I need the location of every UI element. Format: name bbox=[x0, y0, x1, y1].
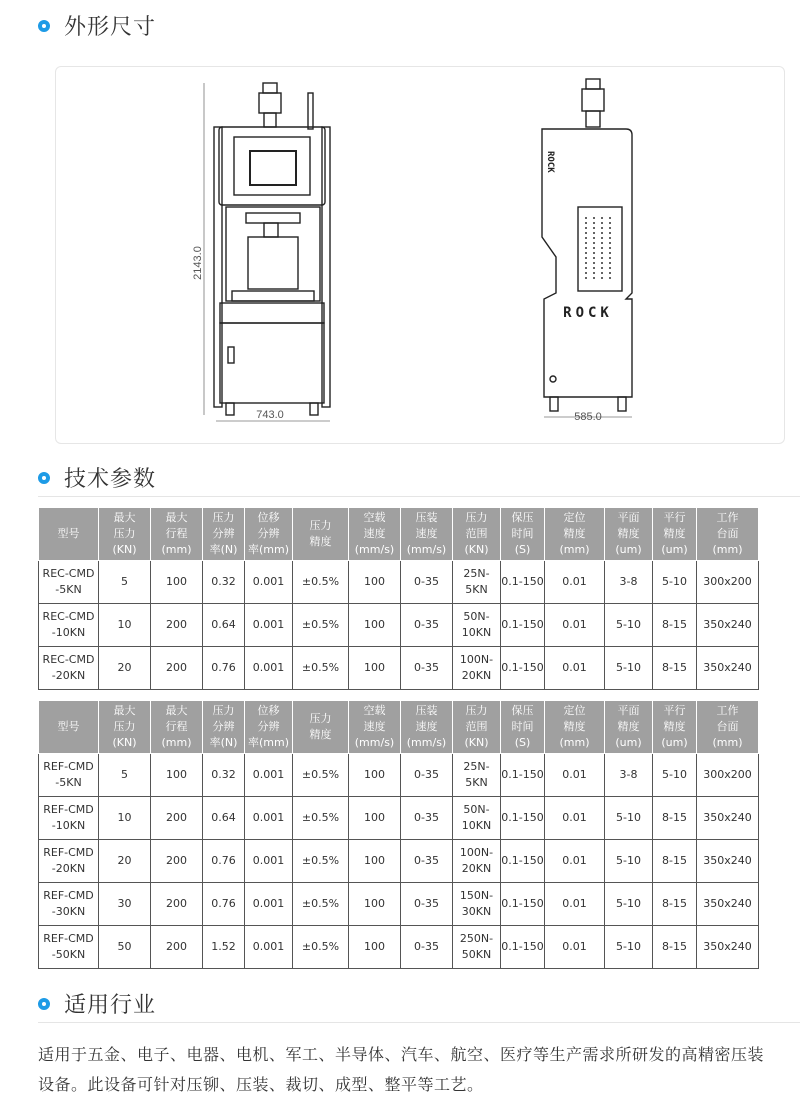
front-tool bbox=[264, 223, 278, 237]
table-cell: 0.1-150 bbox=[501, 754, 545, 797]
table-cell: 200 bbox=[151, 604, 203, 647]
front-guard bbox=[248, 237, 298, 289]
table-cell: 0.1-150 bbox=[501, 883, 545, 926]
table-header-row bbox=[39, 701, 759, 754]
table-row bbox=[39, 926, 759, 969]
table-row bbox=[39, 604, 759, 647]
table-cell: 50 bbox=[99, 926, 151, 969]
front-motor-cap bbox=[263, 83, 277, 93]
column-header: 位移 分辨 率(mm) bbox=[245, 508, 293, 561]
column-header: 平面 精度 (um) bbox=[605, 508, 653, 561]
section-divider bbox=[38, 1022, 800, 1023]
table-cell: 5-10 bbox=[605, 797, 653, 840]
side-motor bbox=[582, 89, 604, 111]
table-cell: 8-15 bbox=[653, 604, 697, 647]
column-header: 平行 精度 (um) bbox=[653, 508, 697, 561]
table-cell: 0.01 bbox=[545, 883, 605, 926]
front-drawer bbox=[220, 303, 324, 323]
table-cell: 5-10 bbox=[653, 754, 697, 797]
table-cell: 350x240 bbox=[697, 647, 759, 690]
table-cell: 50N- 10KN bbox=[453, 797, 501, 840]
column-header: 压力 精度 bbox=[293, 508, 349, 561]
table-cell: 0.001 bbox=[245, 561, 293, 604]
column-header: 最大 压力 (KN) bbox=[99, 508, 151, 561]
table-row bbox=[39, 797, 759, 840]
table-cell: 0.001 bbox=[245, 604, 293, 647]
table-cell: 8-15 bbox=[653, 797, 697, 840]
table-cell: 0.001 bbox=[245, 840, 293, 883]
circle-bullet-icon bbox=[38, 472, 50, 484]
table-cell: 20 bbox=[99, 647, 151, 690]
side-brand-vertical: ROCK bbox=[545, 151, 555, 173]
front-screen bbox=[250, 151, 296, 185]
table-cell: 5-10 bbox=[605, 604, 653, 647]
table-cell: 100 bbox=[349, 604, 401, 647]
table-cell: 200 bbox=[151, 926, 203, 969]
column-header: 压力 范围 (KN) bbox=[453, 701, 501, 754]
table-row bbox=[39, 883, 759, 926]
side-motor-cap bbox=[586, 79, 600, 89]
table-cell: 8-15 bbox=[653, 926, 697, 969]
front-width-label: 743.0 bbox=[256, 409, 284, 421]
table-cell: 100 bbox=[349, 926, 401, 969]
table-cell: 0-35 bbox=[401, 561, 453, 604]
column-header: 型号 bbox=[39, 701, 99, 754]
column-header: 压力 范围 (KN) bbox=[453, 508, 501, 561]
table-cell: 0.01 bbox=[545, 647, 605, 690]
column-header: 压力 分辨 率(N) bbox=[203, 701, 245, 754]
column-header: 空载 速度 (mm/s) bbox=[349, 508, 401, 561]
table-cell: 250N- 50KN bbox=[453, 926, 501, 969]
table-cell: 5-10 bbox=[605, 926, 653, 969]
column-header: 型号 bbox=[39, 508, 99, 561]
column-header: 平面 精度 (um) bbox=[605, 701, 653, 754]
table-cell: 200 bbox=[151, 840, 203, 883]
front-signal-light bbox=[308, 93, 313, 129]
front-head bbox=[219, 127, 325, 205]
spec-table-rec bbox=[38, 507, 759, 690]
height-dimension-label: 2143.0 bbox=[192, 246, 204, 280]
front-ram bbox=[246, 213, 300, 223]
table-header-row bbox=[39, 508, 759, 561]
table-cell: 5 bbox=[99, 561, 151, 604]
table-row bbox=[39, 840, 759, 883]
model-cell: REF-CMD -20KN bbox=[39, 840, 99, 883]
table-cell: 5-10 bbox=[605, 883, 653, 926]
table-cell: 100N- 20KN bbox=[453, 647, 501, 690]
table-row bbox=[39, 647, 759, 690]
table-cell: 0.01 bbox=[545, 840, 605, 883]
front-cabinet-handle bbox=[228, 347, 234, 363]
table-cell: ±0.5% bbox=[293, 797, 349, 840]
table-cell: 100 bbox=[349, 797, 401, 840]
section-dimensions-heading bbox=[38, 10, 156, 41]
table-cell: 350x240 bbox=[697, 797, 759, 840]
table-cell: 0.1-150 bbox=[501, 561, 545, 604]
section-title: 适用行业 bbox=[64, 993, 157, 1018]
table-cell: 0.001 bbox=[245, 647, 293, 690]
table-cell: 0-35 bbox=[401, 926, 453, 969]
front-table bbox=[232, 291, 314, 301]
table-cell: 0.001 bbox=[245, 883, 293, 926]
column-header: 最大 压力 (KN) bbox=[99, 701, 151, 754]
front-head-inner bbox=[234, 137, 310, 195]
table-cell: 5-10 bbox=[605, 840, 653, 883]
table-cell: 50N- 10KN bbox=[453, 604, 501, 647]
side-foot-right bbox=[618, 397, 626, 411]
model-cell: REC-CMD -10KN bbox=[39, 604, 99, 647]
side-width-label: 585.0 bbox=[574, 411, 602, 423]
table-cell: 0-35 bbox=[401, 797, 453, 840]
side-foot-left bbox=[550, 397, 558, 411]
table-cell: 0-35 bbox=[401, 647, 453, 690]
table-cell: 100 bbox=[349, 561, 401, 604]
table-cell: 200 bbox=[151, 883, 203, 926]
column-header: 压力 精度 bbox=[293, 701, 349, 754]
column-header: 压装 速度 (mm/s) bbox=[401, 508, 453, 561]
section-title: 技术参数 bbox=[64, 467, 157, 492]
table-cell: 0.01 bbox=[545, 604, 605, 647]
table-cell: 10 bbox=[99, 797, 151, 840]
machine-drawing bbox=[56, 67, 784, 443]
column-header: 保压 时间 (S) bbox=[501, 701, 545, 754]
table-cell: 1.52 bbox=[203, 926, 245, 969]
table-cell: 0.76 bbox=[203, 883, 245, 926]
dimension-drawing-card bbox=[55, 66, 785, 444]
table-cell: 100 bbox=[349, 883, 401, 926]
table-cell: 0-35 bbox=[401, 840, 453, 883]
table-cell: 0.01 bbox=[545, 926, 605, 969]
table-cell: ±0.5% bbox=[293, 561, 349, 604]
spec-table-ref bbox=[38, 700, 759, 969]
table-cell: 0-35 bbox=[401, 754, 453, 797]
column-header: 工作 台面 (mm) bbox=[697, 701, 759, 754]
table-cell: 350x240 bbox=[697, 840, 759, 883]
table-cell: 0.1-150 bbox=[501, 926, 545, 969]
table-cell: 0.1-150 bbox=[501, 797, 545, 840]
table-cell: 0.1-150 bbox=[501, 647, 545, 690]
table-cell: 3-8 bbox=[605, 754, 653, 797]
table-cell: 350x240 bbox=[697, 926, 759, 969]
table-cell: 0.64 bbox=[203, 604, 245, 647]
table-cell: 25N- 5KN bbox=[453, 754, 501, 797]
table-cell: 0.01 bbox=[545, 797, 605, 840]
table-cell: 0.64 bbox=[203, 797, 245, 840]
column-header: 平行 精度 (um) bbox=[653, 701, 697, 754]
table-cell: 100 bbox=[151, 561, 203, 604]
table-cell: 350x240 bbox=[697, 604, 759, 647]
column-header: 位移 分辨 率(mm) bbox=[245, 701, 293, 754]
table-cell: 150N- 30KN bbox=[453, 883, 501, 926]
table-cell: 300x200 bbox=[697, 754, 759, 797]
table-cell: 100 bbox=[349, 754, 401, 797]
table-cell: ±0.5% bbox=[293, 883, 349, 926]
table-cell: ±0.5% bbox=[293, 604, 349, 647]
table-cell: 100 bbox=[349, 647, 401, 690]
model-cell: REC-CMD -5KN bbox=[39, 561, 99, 604]
side-vent-panel bbox=[578, 207, 622, 291]
industry-description: 适用于五金、电子、电器、电机、军工、半导体、汽车、航空、医疗等生产需求所研发的高精密压装设备。此设备可针对压铆、压装、裁切、成型、整平等工艺。 bbox=[38, 1045, 765, 1094]
table-cell: ±0.5% bbox=[293, 754, 349, 797]
table-cell: 200 bbox=[151, 797, 203, 840]
front-right-column bbox=[322, 127, 330, 407]
section-divider bbox=[38, 496, 800, 497]
table-cell: 0.001 bbox=[245, 754, 293, 797]
column-header: 定位 精度 (mm) bbox=[545, 701, 605, 754]
table-cell: ±0.5% bbox=[293, 840, 349, 883]
table-cell: 0-35 bbox=[401, 883, 453, 926]
table-cell: 0-35 bbox=[401, 604, 453, 647]
column-header: 最大 行程 (mm) bbox=[151, 701, 203, 754]
table-cell: 20 bbox=[99, 840, 151, 883]
table-cell: 30 bbox=[99, 883, 151, 926]
front-foot-left bbox=[226, 403, 234, 415]
column-header: 定位 精度 (mm) bbox=[545, 508, 605, 561]
column-header: 压装 速度 (mm/s) bbox=[401, 701, 453, 754]
table-cell: 350x240 bbox=[697, 883, 759, 926]
section-title: 外形尺寸 bbox=[64, 15, 157, 40]
table-cell: ±0.5% bbox=[293, 647, 349, 690]
table-row bbox=[39, 754, 759, 797]
model-cell: REF-CMD -10KN bbox=[39, 797, 99, 840]
table-cell: 8-15 bbox=[653, 883, 697, 926]
table-cell: 200 bbox=[151, 647, 203, 690]
front-foot-right bbox=[310, 403, 318, 415]
column-header: 保压 时间 (S) bbox=[501, 508, 545, 561]
front-work-area bbox=[226, 207, 320, 301]
section-specs-heading bbox=[38, 462, 156, 493]
table-cell: 5 bbox=[99, 754, 151, 797]
table-cell: 10 bbox=[99, 604, 151, 647]
model-cell: REF-CMD -50KN bbox=[39, 926, 99, 969]
table-cell: 0.76 bbox=[203, 840, 245, 883]
column-header: 压力 分辨 率(N) bbox=[203, 508, 245, 561]
table-cell: 0.1-150 bbox=[501, 604, 545, 647]
side-emergency-button bbox=[550, 376, 556, 382]
table-cell: 0.1-150 bbox=[501, 840, 545, 883]
table-cell: 100 bbox=[349, 840, 401, 883]
table-cell: 0.01 bbox=[545, 561, 605, 604]
model-cell: REC-CMD -20KN bbox=[39, 647, 99, 690]
table-cell: 100N- 20KN bbox=[453, 840, 501, 883]
table-cell: 0.001 bbox=[245, 797, 293, 840]
model-cell: REF-CMD -5KN bbox=[39, 754, 99, 797]
table-cell: ±0.5% bbox=[293, 926, 349, 969]
side-motor-shaft bbox=[586, 111, 600, 127]
front-left-column bbox=[214, 127, 222, 407]
table-cell: 0.01 bbox=[545, 754, 605, 797]
table-cell: 100 bbox=[151, 754, 203, 797]
table-cell: 300x200 bbox=[697, 561, 759, 604]
side-brand-logo: ROCK bbox=[563, 305, 613, 321]
circle-bullet-icon bbox=[38, 20, 50, 32]
model-cell: REF-CMD -30KN bbox=[39, 883, 99, 926]
front-motor bbox=[259, 93, 281, 113]
column-header: 最大 行程 (mm) bbox=[151, 508, 203, 561]
table-cell: 25N- 5KN bbox=[453, 561, 501, 604]
table-cell: 0.76 bbox=[203, 647, 245, 690]
table-cell: 0.32 bbox=[203, 754, 245, 797]
table-cell: 3-8 bbox=[605, 561, 653, 604]
table-cell: 0.001 bbox=[245, 926, 293, 969]
column-header: 空载 速度 (mm/s) bbox=[349, 701, 401, 754]
table-cell: 5-10 bbox=[605, 647, 653, 690]
table-cell: 8-15 bbox=[653, 647, 697, 690]
circle-bullet-icon bbox=[38, 998, 50, 1010]
front-cabinet bbox=[220, 323, 324, 403]
table-row bbox=[39, 561, 759, 604]
table-cell: 5-10 bbox=[653, 561, 697, 604]
table-cell: 8-15 bbox=[653, 840, 697, 883]
front-motor-shaft bbox=[264, 113, 276, 127]
table-cell: 0.32 bbox=[203, 561, 245, 604]
column-header: 工作 台面 (mm) bbox=[697, 508, 759, 561]
section-industry-heading bbox=[38, 988, 156, 1019]
